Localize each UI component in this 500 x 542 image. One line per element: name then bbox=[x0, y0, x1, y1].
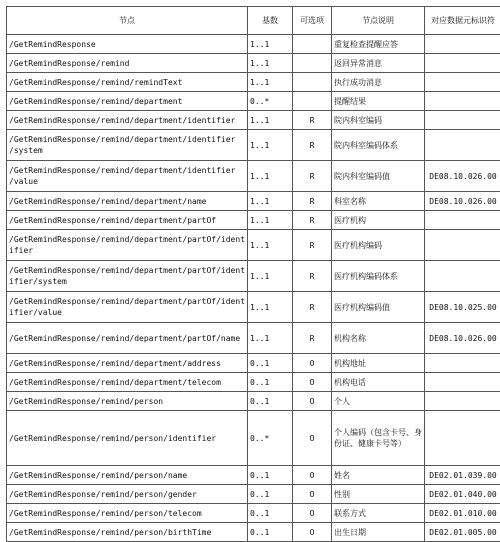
cell-data-element bbox=[425, 392, 500, 411]
table-header bbox=[7, 7, 500, 35]
table-row bbox=[7, 111, 500, 130]
cell-data-element bbox=[425, 35, 500, 54]
table-row bbox=[7, 261, 500, 292]
table-row bbox=[7, 466, 500, 485]
cell-node: /GetRemindResponse/remind/department/partOf bbox=[7, 211, 248, 230]
cell-node: /GetRemindResponse/remind/person/gender bbox=[7, 485, 248, 504]
header-node: 节点 bbox=[7, 7, 248, 35]
table-row bbox=[7, 323, 500, 354]
cell-node: /GetRemindResponse/remind bbox=[7, 54, 248, 73]
header-cardinality: 基数 bbox=[248, 7, 293, 35]
cell-cardinality: 1..1 bbox=[248, 323, 293, 354]
cell-data-element: DE08.10.026.00 bbox=[425, 192, 500, 211]
table-row bbox=[7, 211, 500, 230]
cell-data-element bbox=[425, 130, 500, 161]
cell-description: 出生日期 bbox=[332, 523, 425, 542]
cell-cardinality: 1..1 bbox=[248, 211, 293, 230]
cell-cardinality: 0..1 bbox=[248, 485, 293, 504]
cell-data-element: DE08.10.026.00 bbox=[425, 323, 500, 354]
cell-node: /GetRemindResponse/remind/person/name bbox=[7, 466, 248, 485]
cell-data-element bbox=[425, 373, 500, 392]
header-description: 节点说明 bbox=[332, 7, 425, 35]
cell-data-element bbox=[425, 73, 500, 92]
cell-cardinality: 1..1 bbox=[248, 73, 293, 92]
cell-description: 机构地址 bbox=[332, 354, 425, 373]
cell-description: 院内科室编码体系 bbox=[332, 130, 425, 161]
table-row bbox=[7, 504, 500, 523]
cell-node: /GetRemindResponse/remind/person/telecom bbox=[7, 504, 248, 523]
cell-data-element bbox=[425, 230, 500, 261]
cell-optional: R bbox=[293, 111, 332, 130]
table-row bbox=[7, 92, 500, 111]
table-body bbox=[7, 35, 500, 542]
cell-description: 性别 bbox=[332, 485, 425, 504]
cell-optional: R bbox=[293, 130, 332, 161]
cell-description: 医疗机构编码体系 bbox=[332, 261, 425, 292]
cell-optional: O bbox=[293, 504, 332, 523]
cell-data-element: DE02.01.005.00 bbox=[425, 523, 500, 542]
cell-node: /GetRemindResponse/remind/department/identifier bbox=[7, 111, 248, 130]
cell-optional: R bbox=[293, 292, 332, 323]
cell-optional: R bbox=[293, 323, 332, 354]
cell-data-element: DE02.01.010.00 bbox=[425, 504, 500, 523]
cell-optional: O bbox=[293, 392, 332, 411]
cell-data-element: DE02.01.039.00 bbox=[425, 466, 500, 485]
table-row bbox=[7, 161, 500, 192]
cell-description: 医疗机构编码值 bbox=[332, 292, 425, 323]
cell-node: /GetRemindResponse/remind/department/partOf/name bbox=[7, 323, 248, 354]
cell-cardinality: 1..1 bbox=[248, 130, 293, 161]
cell-cardinality: 1..1 bbox=[248, 111, 293, 130]
header-optional: 可选项 bbox=[293, 7, 332, 35]
cell-optional bbox=[293, 73, 332, 92]
cell-data-element bbox=[425, 54, 500, 73]
table-row bbox=[7, 73, 500, 92]
cell-optional: O bbox=[293, 373, 332, 392]
cell-node: /GetRemindResponse/remind/person bbox=[7, 392, 248, 411]
cell-optional bbox=[293, 35, 332, 54]
cell-node: /GetRemindResponse bbox=[7, 35, 248, 54]
cell-node: /GetRemindResponse/remind/person/identifier bbox=[7, 411, 248, 466]
cell-optional bbox=[293, 54, 332, 73]
cell-cardinality: 1..1 bbox=[248, 261, 293, 292]
cell-cardinality: 0..* bbox=[248, 92, 293, 111]
cell-node: /GetRemindResponse/remind/department bbox=[7, 92, 248, 111]
cell-cardinality: 1..1 bbox=[248, 230, 293, 261]
cell-node: /GetRemindResponse/remind/department/telecom bbox=[7, 373, 248, 392]
cell-node: /GetRemindResponse/remind/department/identifier /value bbox=[7, 161, 248, 192]
cell-description: 医疗机构编码 bbox=[332, 230, 425, 261]
table-row bbox=[7, 292, 500, 323]
table-row bbox=[7, 392, 500, 411]
cell-cardinality: 1..1 bbox=[248, 161, 293, 192]
cell-optional: R bbox=[293, 230, 332, 261]
cell-optional: O bbox=[293, 411, 332, 466]
cell-data-element bbox=[425, 92, 500, 111]
table-row bbox=[7, 35, 500, 54]
cell-node: /GetRemindResponse/remind/department/partOf/identifier bbox=[7, 230, 248, 261]
cell-description: 院内科室编码 bbox=[332, 111, 425, 130]
table-row bbox=[7, 130, 500, 161]
header-data-element: 对应数据元标识符 bbox=[425, 7, 500, 35]
cell-cardinality: 0..1 bbox=[248, 523, 293, 542]
table-row bbox=[7, 354, 500, 373]
cell-optional: R bbox=[293, 211, 332, 230]
cell-cardinality: 0..1 bbox=[248, 354, 293, 373]
cell-node: /GetRemindResponse/remind/department/partOf/identifier/value bbox=[7, 292, 248, 323]
cell-description: 执行成功消息 bbox=[332, 73, 425, 92]
cell-optional: R bbox=[293, 161, 332, 192]
cell-description: 机构电话 bbox=[332, 373, 425, 392]
cell-data-element: DE08.10.026.00 bbox=[425, 161, 500, 192]
cell-cardinality: 0..1 bbox=[248, 466, 293, 485]
cell-node: /GetRemindResponse/remind/department/partOf/identifier/system bbox=[7, 261, 248, 292]
table-row bbox=[7, 411, 500, 466]
cell-data-element bbox=[425, 111, 500, 130]
cell-cardinality: 0..1 bbox=[248, 504, 293, 523]
cell-node: /GetRemindResponse/remind/person/birthTime bbox=[7, 523, 248, 542]
cell-description: 重复检查提醒应答 bbox=[332, 35, 425, 54]
cell-description: 姓名 bbox=[332, 466, 425, 485]
cell-description: 联系方式 bbox=[332, 504, 425, 523]
cell-data-element bbox=[425, 211, 500, 230]
cell-cardinality: 0..* bbox=[248, 411, 293, 466]
cell-cardinality: 1..1 bbox=[248, 192, 293, 211]
cell-node: /GetRemindResponse/remind/remindText bbox=[7, 73, 248, 92]
table-row bbox=[7, 373, 500, 392]
table-row bbox=[7, 523, 500, 542]
header-row bbox=[7, 7, 500, 35]
table-row bbox=[7, 192, 500, 211]
cell-data-element bbox=[425, 261, 500, 292]
cell-optional: R bbox=[293, 261, 332, 292]
cell-data-element bbox=[425, 411, 500, 466]
cell-optional: O bbox=[293, 485, 332, 504]
cell-optional: O bbox=[293, 354, 332, 373]
cell-description: 机构名称 bbox=[332, 323, 425, 354]
node-spec-table bbox=[6, 6, 500, 542]
cell-optional: O bbox=[293, 523, 332, 542]
table-row bbox=[7, 54, 500, 73]
cell-node: /GetRemindResponse/remind/department/name bbox=[7, 192, 248, 211]
cell-node: /GetRemindResponse/remind/department/address bbox=[7, 354, 248, 373]
cell-cardinality: 0..1 bbox=[248, 373, 293, 392]
cell-optional: O bbox=[293, 466, 332, 485]
cell-description: 个人编码（包含卡号、身份证、健康卡号等） bbox=[332, 411, 425, 466]
cell-data-element bbox=[425, 354, 500, 373]
cell-description: 提醒结果 bbox=[332, 92, 425, 111]
cell-data-element: DE08.10.025.00 bbox=[425, 292, 500, 323]
cell-description: 返回异常消息 bbox=[332, 54, 425, 73]
table-row bbox=[7, 485, 500, 504]
cell-node: /GetRemindResponse/remind/department/identifier /system bbox=[7, 130, 248, 161]
cell-cardinality: 1..1 bbox=[248, 292, 293, 323]
cell-description: 个人 bbox=[332, 392, 425, 411]
cell-cardinality: 1..1 bbox=[248, 54, 293, 73]
cell-optional: R bbox=[293, 192, 332, 211]
cell-cardinality: 0..1 bbox=[248, 392, 293, 411]
table-row bbox=[7, 230, 500, 261]
cell-description: 医疗机构 bbox=[332, 211, 425, 230]
cell-description: 科室名称 bbox=[332, 192, 425, 211]
cell-description: 院内科室编码值 bbox=[332, 161, 425, 192]
cell-data-element: DE02.01.040.00 bbox=[425, 485, 500, 504]
cell-cardinality: 1..1 bbox=[248, 35, 293, 54]
cell-optional bbox=[293, 92, 332, 111]
